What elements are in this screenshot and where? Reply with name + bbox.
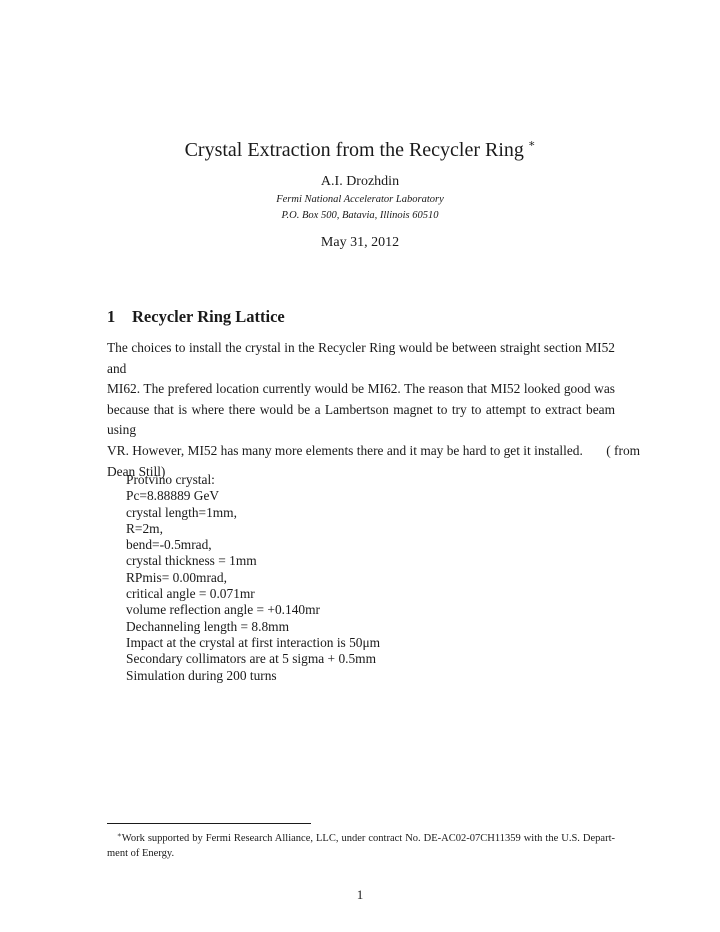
param-line: Simulation during 200 turns (126, 667, 277, 683)
paragraph-line: because that is where there would be a Lambertson magnet to try to attempt to extract beam using (107, 401, 615, 438)
affiliation-line: P.O. Box 500, Batavia, Illinois 60510 (281, 210, 439, 221)
param-line: crystal length=1mm, (126, 504, 237, 520)
paragraph-line: VR. However, MI52 has many more elements there and it may be hard to get it installed. ( from (107, 442, 641, 458)
title-footnote-mark: ∗ (527, 138, 536, 150)
body-paragraph (107, 338, 641, 482)
section-title: Recycler Ring Lattice (132, 307, 285, 326)
section-heading (107, 307, 285, 327)
param-line: crystal thickness = 1mm (126, 553, 257, 569)
footnote-mark: ∗ (117, 831, 122, 839)
param-line: RPmis= 0.00mrad, (126, 569, 227, 585)
param-line: volume reflection angle = +0.140mr (126, 602, 320, 618)
title-text: Crystal Extraction from the Recycler Ring (184, 139, 524, 161)
affiliation-line: Fermi National Accelerator Laboratory (276, 194, 444, 205)
footnote-text: Work supported by Fermi Research Alliance, LLC, under contract No. DE-AC02-07CH11359 with the U.S. Depart- (121, 833, 615, 844)
page-number: 1 (356, 887, 364, 902)
param-line: Dechanneling length = 8.8mm (126, 618, 289, 634)
param-line: Secondary collimators are at 5 sigma + 0.5mm (126, 651, 377, 667)
param-line: critical angle = 0.071mr (126, 586, 255, 602)
paragraph-line: The choices to install the crystal in the Recycler Ring would be between straight section MI52 and (107, 340, 615, 376)
param-line: Protvino crystal: (126, 472, 215, 487)
param-line: Pc=8.88889 GeV (126, 488, 220, 504)
footnote-line: ment of Energy. (107, 848, 175, 859)
date: May 31, 2012 (320, 235, 400, 250)
author: A.I. Drozhdin (320, 174, 400, 189)
param-line: bend=-0.5mrad, (126, 537, 212, 553)
paragraph-line: Dean Still) (107, 463, 166, 479)
crystal-parameters-list (126, 472, 380, 684)
footnote (107, 828, 615, 861)
section-number: 1 (107, 307, 116, 326)
param-line: Impact at the crystal at first interaction is 50μm (126, 634, 381, 650)
footnote-line (107, 828, 615, 846)
paragraph-line: MI62. The prefered location currently would be MI62. The reason that MI52 looked good was (107, 381, 615, 397)
paper-title (0, 131, 720, 163)
footnote-divider (107, 823, 311, 824)
param-line: R=2m, (126, 520, 163, 536)
